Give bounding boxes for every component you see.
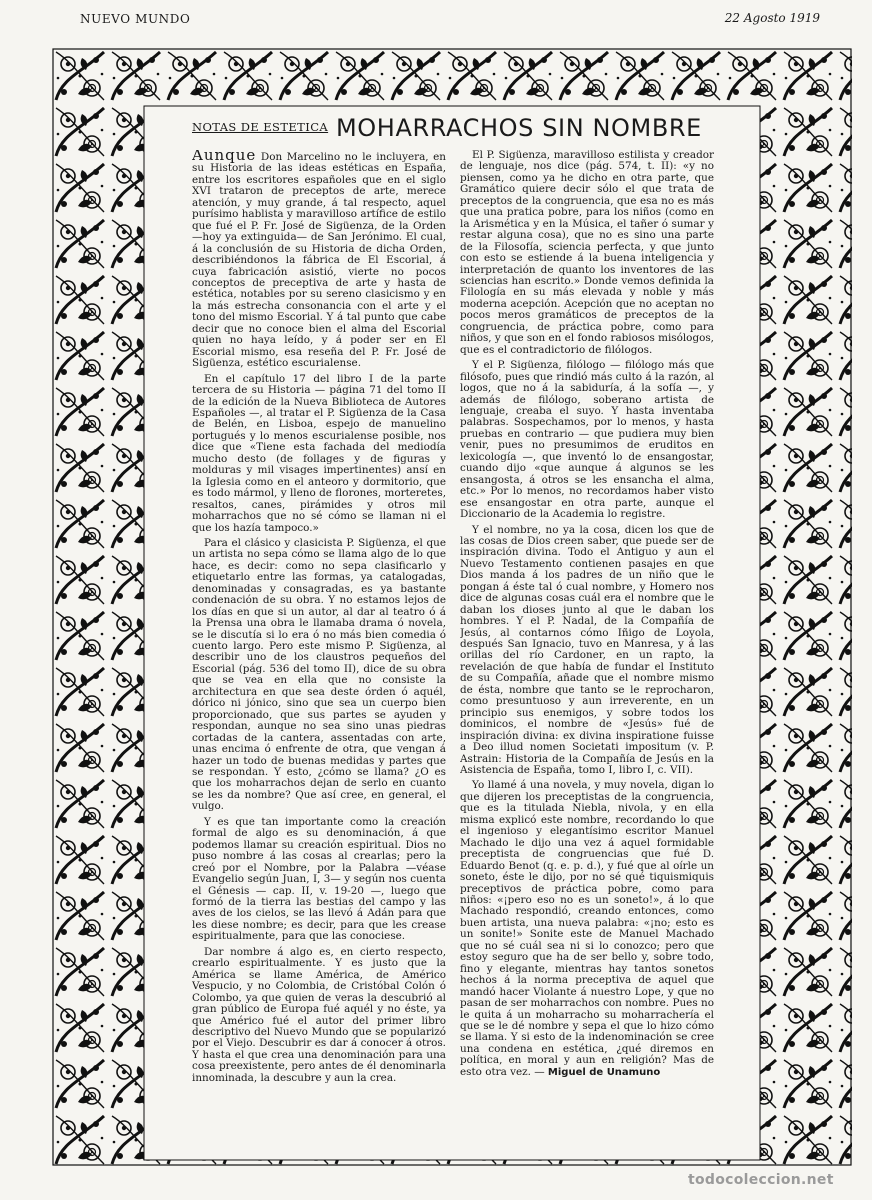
section-label: NOTAS DE ESTETICA xyxy=(192,120,329,134)
paragraph-text: Yo llamé á una novela, y muy novela, digan lo que dijeren los preceptistas de la congruencia, que es la titulada Niebla, nivola, y en ella misma explicó este nombre, recordando lo que el ingenioso y elegantísimo escritor Manuel Machado le dijo una vez á aquel formidable preceptista de congruencias que fué D. Eduardo Benot (q. e. p. d.), y fué que al oírle un soneto, éste le dijo, por no sé qué tiquismiquis preceptivos de práctica pobre, como para niños: «¡pero eso no es un soneto!», á lo que Machado respondió, creando entonces, como buen artista, una nueva palabra: «¡no; esto es un sonite!» Sonite este de Manuel Machado que no sé cuál sea ni si lo conozco; pero que estoy seguro que ha de ser bello y, sobre todo, fino y elegante, mientras hay tantos sonetos hechos á la norma preceptiva de aquel que mandó hacer Violante á nuestro Lope, y que no pasan de ser moharrachos con nombre. Pues no le quita á un moharracho su moharrachería el que se le dé nombre y sepa el que lo hizo cómo se llama. Y si esto de la indenominación se cree una condena en estética, ¿qué diremos en política, en moral y aun en religión? Mas de esto otra vez. — xyxy=(460,779,714,1078)
paragraph: El P. Sigüenza, maravilloso estilista y creador de lenguaje, nos dice (pág. 574, t. II): «y no piensen, como ya he dicho en otra parte, que Gramático quiere decir sólo el que trata de preceptos de la congruencia, que esa no es más que una pratica pobre, para los niños (como en la Arismética y en la Música, el tañer ó sumar y restar alguna cosa), que no es sino una parte de la Filosofía, sciencia perfecta, y que junto con esto se estiende á la buena inteligencia y interpretación de quanto los inventores de las sciencias han escrito.» Donde vemos definida la Filología en su más elevada y noble y más moderna acepción. Acepción que no aceptan no pocos meros gramáticos de preceptos de la congruencia, de práctica pobre, como para niños, y que son en el fondo rabiosos misólogos, que es el contradictorio de filólogos. xyxy=(460,150,714,356)
paragraph: Para el clásico y clasicista P. Sigüenza, el que un artista no sepa cómo se llama algo de lo que hace, es decir: como no sepa clasificarlo y etiquetarlo entre las formas, ya catalogadas, denominadas y consagradas, es ya bastante condenación de su obra. Y no estamos lejos de los días en que si un autor, al dar al teatro ó á la Prensa una obra le llamaba drama ó novela, se le discutía si lo era ó no más bien comedia ó cuento largo. Pero este mismo P. Sigüenza, al describir uno de los claustros pequeños del Escorial (pág. 536 del tomo II), dice de su obra que se vea en ella que no consiste la architectura en que sea deste órden ó aquél, dórico ni jónico, sino que sea un cuerpo bien proporcionado, que sus partes se ayuden y respondan, aunque no sea sino unas piedras cortadas de la cantera, assentadas con arte, unas encima ó enfrente de otra, que vengan á hazer un todo de buenas medidas y partes que se respondan. Y esto, ¿cómo se llama? ¿O es que los moharrachos dejan de serlo en cuanto se les da nombre? Que así cree, en general, el vulgo. xyxy=(192,536,446,813)
paragraph: Y es que tan importante como la creación formal de algo es su denominación, á que podemos llamar su creación espiritual. Dios no puso nombre á las cosas al crearlas; pero la creó por el Nombre, por la Palabra —véase Evangelio según Juan, I, 3— y según nos cuenta el Génesis — cap. II, v. 19-20 —, luego que formó de la tierra las bestias del campo y las aves de los cielos, se las llevó á Adán para que les diese nombre; es decir, para que les crease espiritualmente, para que las conociese. xyxy=(192,815,446,943)
paragraph xyxy=(460,780,714,1078)
watermark: todocoleccion.net xyxy=(688,1172,834,1188)
paragraph: Dar nombre á algo es, en cierto respecto, crearlo espiritualmente. Y es justo que la América se llame América, de Américo Vespucio, y no Colombia, de Cristóbal Colón ó Colombo, ya que quien de veras la descubrió al gran público de Europa fué aquél y no éste, ya que Américo fué el autor del primer libro descriptivo del Nuevo Mundo que se popularizó por el Viejo. Descubrir es dar á conocer á otros. Y hasta el que crea una denominación para una cosa preexistente, pero antes de él denominarla innominada, la descubre y aun la crea. xyxy=(192,945,446,1084)
article-body xyxy=(192,150,714,1160)
paragraph xyxy=(192,150,446,370)
article-title: MOHARRACHOS SIN NOMBRE xyxy=(336,114,702,142)
left-column xyxy=(192,150,446,1160)
publication-name: NUEVO MUNDO xyxy=(80,12,191,26)
author-signature: Miguel de Unamuno xyxy=(547,1066,661,1078)
paragraph: Y el nombre, no ya la cosa, dicen los que de las cosas de Dios creen saber, que puede ser de inspiración divina. Todo el Antiguo y aun el Nuevo Testamento contienen pasajes en que Dios manda á los padres de un niño que le pongan á éste tal ó cual nombre, y Homero nos dice de algunas cosas cuál era el nombre que le daban los dioses junto al que le daban los hombres. Y el P. Nadal, de la Compañía de Jesús, al contarnos cómo Iñigo de Loyola, después San Ignacio, tuvo en Manresa, y á las orillas del río Cardoner, en un rapto, la revelación de que había de fundar el Instituto de su Compañía, añade que el nombre mismo de ésta, nombre que tanto se le reprocharon, como presuntuoso y aun irreverente, en un principio sus enemigos, y sobre todos los dominicos, el nombre de «Jesús» fué de inspiración divina: ex divina inspiratione fuisse a Deo illud nomen Societati impositum (v. P. Astrain: Historia de la Compañía de Jesús en la Asistencia de España, tomo I, libro I, c. VII). xyxy=(460,523,714,777)
paragraph-text: Don Marcelino no le incluyera, en su Historia de las ideas estéticas en España, entre los escritores españoles que en el siglo XVI trataron de preceptos de arte, merece atención, y muy grande, á tal respecto, aquel purísimo hablista y maravilloso artífice de estilo que fué el P. Fr. José de Sigüenza, de la Orden —hoy ya extinguida— de San Jerónimo. El cual, á la conclusión de su Historia de dicha Orden, describiéndonos la fábrica de El Escorial, á cuya fabricación asistió, vierte no pocos conceptos de preceptiva de arte y hasta de estética, notables por su sereno clasicismo y en la más estrecha consonancia con el arte y el tono del mismo Escorial. Y á tal punto que cabe decir que no conoce bien el alma del Escorial quien no haya leído, y á poder ser en El Escorial mismo, esa reseña del P. Fr. José de Sigüenza, estético escurialense. xyxy=(192,151,446,370)
article xyxy=(192,112,714,1162)
paragraph: En el capítulo 17 del libro I de la parte tercera de su Historia — página 71 del tomo II de la edición de la Nueva Biblioteca de Autores Españoles —, al tratar el P. Sigüenza de la Casa de Belén, en Lisboa, espejo de manuelino portugués y lo menos escurialense posible, nos dice que «Tiene esta fachada del mediodía mucho desto (de follages y de figuras y molduras y mil visages impertinentes) ansí en la Iglesia como en el anteoro y dormitorio, que es todo mármol, y lleno de florones, morteretes, resaltos, canes, pirámides y otros mil moharrachos que no sé cómo se llaman ni el que los hazía tampoco.» xyxy=(192,372,446,534)
issue-date: 22 Agosto 1919 xyxy=(724,11,820,25)
article-heading xyxy=(192,114,714,154)
paragraph: Y el P. Sigüenza, filólogo — filólogo más que filósofo, pues que rindió más culto á la razón, al logos, que no á la sabiduría, á la sofía —, y además de filólogo, soberano artista de lenguaje, creaba el suyo. Y hasta inventaba palabras. Sospechamos, por lo menos, y hasta pruebas en contrario — que pudiera muy bien venir, pues no presumimos de eruditos en lexicología —, que inventó lo de ensangostar, cuando dijo «que aunque á algunos se les ensangosta, á otros se les ensancha el alma, etc.» Por lo menos, no recordamos haber visto ese ensangostar en otra parte, aunque el Diccionario de la Academia lo registre. xyxy=(460,359,714,521)
right-column xyxy=(460,150,714,1160)
dropcap: Aunque xyxy=(192,150,257,164)
